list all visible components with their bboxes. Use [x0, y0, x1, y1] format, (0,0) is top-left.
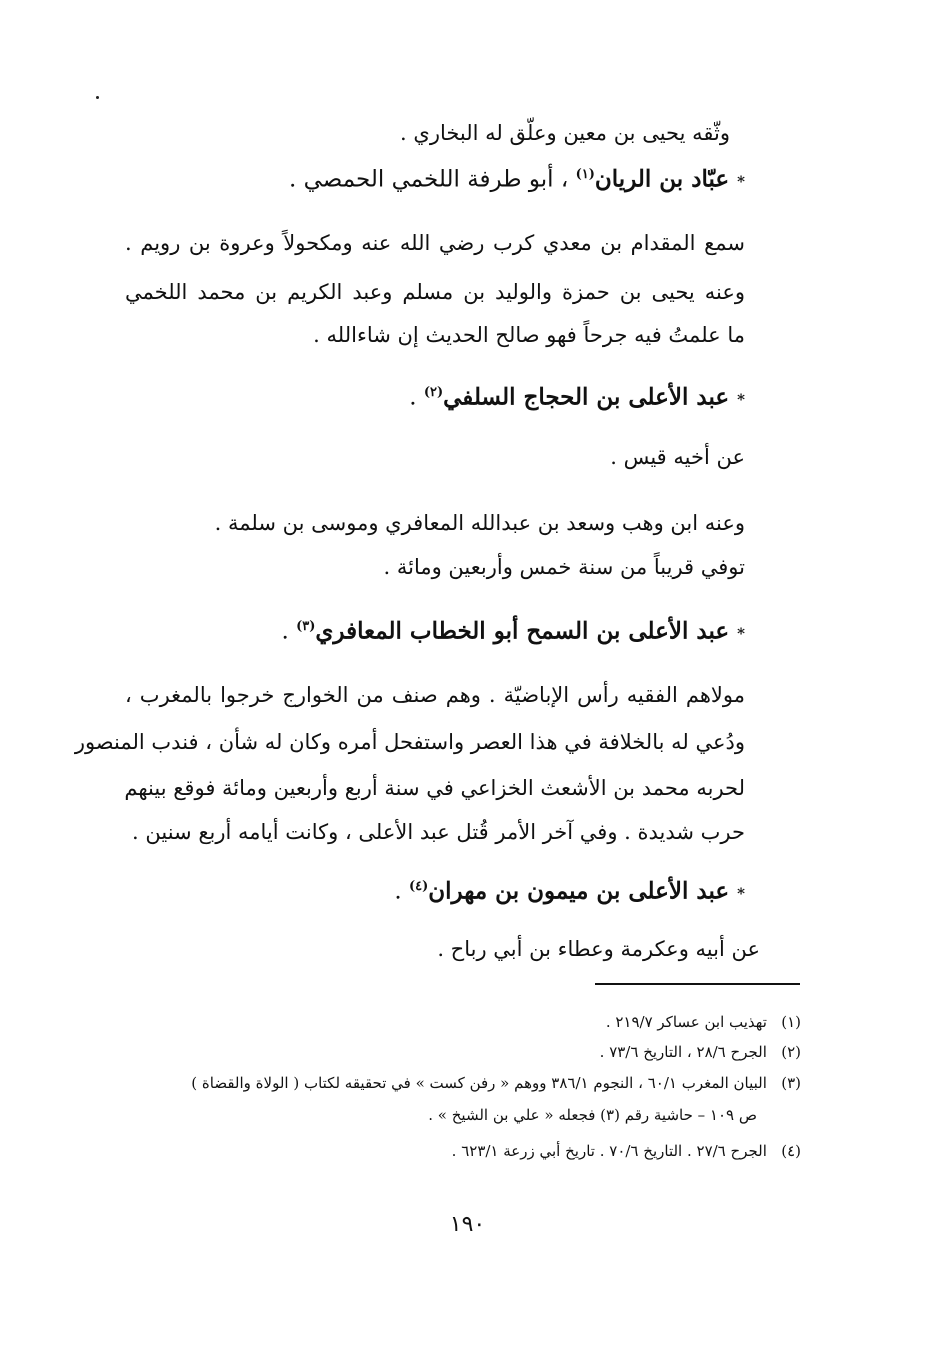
- body-line: عن أخيه قيس .: [610, 445, 745, 469]
- body-line: عن أبيه وعكرمة وعطاء بن أبي رباح .: [437, 937, 760, 961]
- body-line: حرب شديدة . وفي آخر الأمر قُتل عبد الأعلى ، وكانت أيامه أربع سنين .: [132, 820, 745, 844]
- footnote-text: الجرح ٢٨/٦ ، التاريخ ٧٣/٦ .: [599, 1043, 767, 1061]
- footnote-ref: (١): [575, 167, 595, 182]
- body-line: ما علمتُ فيه جرحاً فهو صالح الحديث إن شاءالله .: [313, 323, 745, 347]
- entry-kunya: ، أبو طرفة اللخمي الحمصي .: [289, 166, 576, 193]
- body-line: لحربه محمد بن الأشعث الخزاعي في سنة أربع وأربعين ومائة فوقع بينهم: [124, 776, 745, 800]
- footnote-text: تهذيب ابن عساكر ٢١٩/٧ .: [605, 1013, 767, 1031]
- footnote-ref: (٤): [408, 879, 429, 894]
- entry-name: عبد الأعلى بن الحجاج السلفي: [443, 383, 730, 411]
- body-line: وعنه ابن وهب وسعد بن عبدالله المعافري وموسى بن سلمة .: [214, 511, 745, 535]
- entry-heading-maymun: [394, 872, 745, 909]
- footnote-ref: (٣): [296, 619, 316, 634]
- footnote-number: (٣): [781, 1074, 801, 1092]
- body-line: وعنه يحيى بن حمزة والوليد بن مسلم وعبد الكريم بن محمد اللخمي: [125, 280, 745, 304]
- body-line: سمع المقدام بن معدي كرب رضي الله عنه ومكحولاً وعروة بن رويم .: [125, 231, 745, 255]
- footnote-1: [606, 1011, 801, 1033]
- entry-heading-abbad: [289, 160, 745, 197]
- body-line: مولاهم الفقيه رأس الإباضيّة . وهم صنف من الخوارج خرجوا بالمغرب ،: [125, 683, 745, 707]
- body-line: وثّقه يحيى بن معين وعلّق له البخاري .: [400, 121, 730, 145]
- footnote-4: [452, 1140, 801, 1162]
- footnote-text: البيان المغرب ٦٠/١ ، النجوم ٣٨٦/١ ووهم « رفن كست » في تحقيقه لكتاب ( الولاة والقضاة ): [191, 1074, 767, 1092]
- entry-terminator: .: [409, 384, 424, 411]
- entry-name: عبد الأعلى بن ميمون بن مهران: [428, 877, 730, 905]
- entry-marker: *: [737, 624, 745, 643]
- footnote-text: الجرح ٢٧/٦ . التاريخ ٧٠/٦ . تاريخ أبي زرعة ٦٢٣/١ .: [451, 1142, 767, 1160]
- entry-heading-samh: [282, 612, 746, 649]
- entry-terminator: .: [394, 878, 409, 905]
- footnote-rule: [595, 983, 800, 985]
- entry-name: عبّاد بن الريان: [594, 165, 730, 193]
- body-line: توفي قريباً من سنة خمس وأربعين ومائة .: [383, 555, 745, 579]
- page-number: ١٩٠: [449, 1212, 486, 1237]
- body-line: ودُعي له بالخلافة في هذا العصر واستفحل أمره وكان له شأن ، فندب المنصور: [74, 730, 745, 754]
- footnote-3: [191, 1072, 801, 1094]
- scan-speck: [96, 96, 99, 99]
- entry-name: عبد الأعلى بن السمح أبو الخطاب المعافري: [315, 617, 730, 645]
- footnote-2: [600, 1041, 801, 1063]
- footnote-number: (٤): [781, 1142, 801, 1160]
- entry-marker: *: [737, 390, 745, 409]
- entry-marker: *: [737, 884, 745, 903]
- footnote-number: (٢): [781, 1043, 801, 1061]
- footnote-3-continued: ص ١٠٩ – حاشية رقم (٣) فجعله « علي بن الشيخ » .: [428, 1106, 757, 1124]
- entry-heading-hajjaj: [409, 378, 745, 415]
- entry-marker: *: [737, 172, 745, 191]
- footnote-ref: (٢): [423, 385, 444, 400]
- footnote-number: (١): [781, 1013, 801, 1031]
- entry-terminator: .: [281, 618, 297, 645]
